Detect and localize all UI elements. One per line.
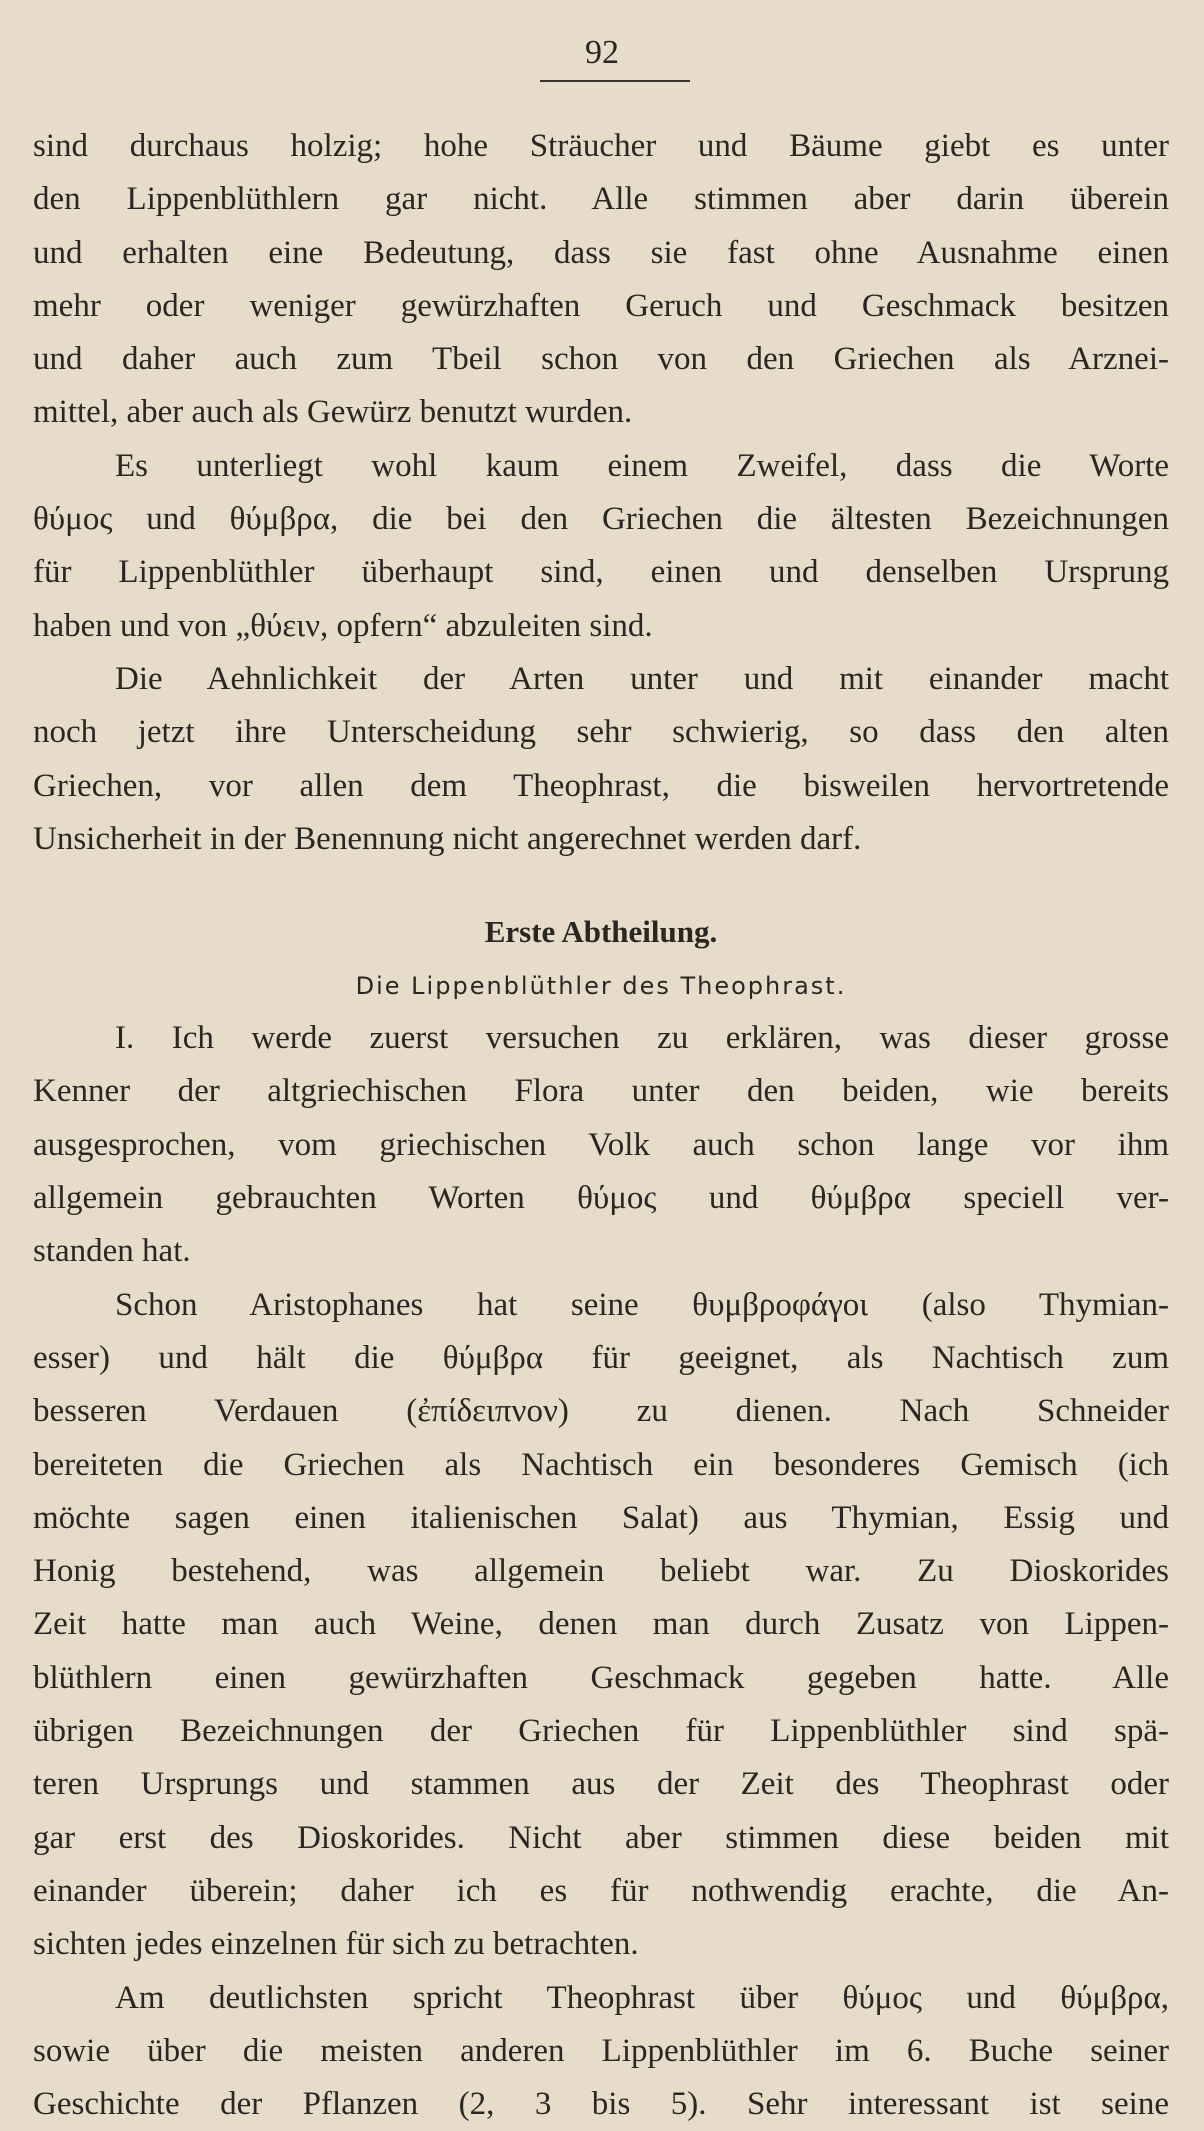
text-line: gar erst des Dioskorides. Nicht aber stimmen diese beiden mit xyxy=(33,1812,1169,1865)
text-line: sind durchaus holzig; hohe Sträucher und Bäume giebt es unter xyxy=(33,120,1169,173)
text-line: übrigen Bezeichnungen der Griechen für Lippenblüthler sind spä- xyxy=(33,1705,1169,1758)
text-line: einander überein; daher ich es für nothwendig erachte, die An- xyxy=(33,1865,1169,1918)
text-line: Griechen, vor allen dem Theophrast, die bisweilen hervortretende xyxy=(33,760,1169,813)
text-line: sichten jedes einzelnen für sich zu betrachten. xyxy=(33,1918,1169,1971)
section-subheading: Die Lippenblüthler des Theophrast. xyxy=(33,960,1169,1012)
text-line: besseren Verdauen (ἐπίδειπνον) zu dienen. Nach Schneider xyxy=(33,1385,1169,1438)
text-line: und erhalten eine Bedeutung, dass sie fast ohne Ausnahme einen xyxy=(33,227,1169,280)
text-line: Geschichte der Pflanzen (2, 3 bis 5). Sehr interessant ist seine xyxy=(33,2078,1169,2131)
text-line: allgemein gebrauchten Worten θύμος und θύμβρα speciell ver- xyxy=(33,1172,1169,1225)
text-line: θύμος und θύμβρα, die bei den Griechen die ältesten Bezeichnungen xyxy=(33,493,1169,546)
paragraph xyxy=(33,120,1169,440)
text-line: den Lippenblüthlern gar nicht. Alle stimmen aber darin überein xyxy=(33,173,1169,226)
text-line: Zeit hatte man auch Weine, denen man durch Zusatz von Lippen- xyxy=(33,1598,1169,1651)
paragraph xyxy=(33,653,1169,866)
text-line: Unsicherheit in der Benennung nicht angerechnet werden darf. xyxy=(33,813,1169,866)
paragraph xyxy=(33,1012,1169,1278)
text-line: Kenner der altgriechischen Flora unter den beiden, wie bereits xyxy=(33,1065,1169,1118)
page-number-rule xyxy=(540,80,690,82)
text-line: und daher auch zum Tbeil schon von den Griechen als Arznei- xyxy=(33,333,1169,386)
text-line: standen hat. xyxy=(33,1225,1169,1278)
text-line: Schon Aristophanes hat seine θυμβροφάγοι (also Thymian- xyxy=(33,1279,1169,1332)
text-line: Honig bestehend, was allgemein beliebt war. Zu Dioskorides xyxy=(33,1545,1169,1598)
page-number: 92 xyxy=(0,34,1204,72)
text-line: für Lippenblüthler überhaupt sind, einen und denselben Ursprung xyxy=(33,546,1169,599)
text-line: noch jetzt ihre Unterscheidung sehr schwierig, so dass den alten xyxy=(33,706,1169,759)
text-line: teren Ursprungs und stammen aus der Zeit des Theophrast oder xyxy=(33,1758,1169,1811)
text-line: mehr oder weniger gewürzhaften Geruch und Geschmack besitzen xyxy=(33,280,1169,333)
section-gap xyxy=(33,866,1169,904)
body-text xyxy=(33,120,1169,2131)
text-line: ausgesprochen, vom griechischen Volk auch schon lange vor ihm xyxy=(33,1119,1169,1172)
paragraph xyxy=(33,440,1169,653)
text-line: Am deutlichsten spricht Theophrast über θύμος und θύμβρα, xyxy=(33,1972,1169,2025)
section-heading: Erste Abtheilung. xyxy=(33,904,1169,960)
paragraph xyxy=(33,1279,1169,1972)
text-line: sowie über die meisten anderen Lippenblüthler im 6. Buche seiner xyxy=(33,2025,1169,2078)
text-line: möchte sagen einen italienischen Salat) aus Thymian, Essig und xyxy=(33,1492,1169,1545)
text-line: bereiteten die Griechen als Nachtisch ein besonderes Gemisch (ich xyxy=(33,1439,1169,1492)
text-line: blüthlern einen gewürzhaften Geschmack gegeben hatte. Alle xyxy=(33,1652,1169,1705)
paragraph xyxy=(33,1972,1169,2131)
text-line: Die Aehnlichkeit der Arten unter und mit einander macht xyxy=(33,653,1169,706)
text-line: haben und von „θύειν, opfern“ abzuleiten sind. xyxy=(33,600,1169,653)
text-line: I. Ich werde zuerst versuchen zu erklären, was dieser grosse xyxy=(33,1012,1169,1065)
text-line: esser) und hält die θύμβρα für geeignet, als Nachtisch zum xyxy=(33,1332,1169,1385)
text-line: mittel, aber auch als Gewürz benutzt wurden. xyxy=(33,386,1169,439)
text-line: Es unterliegt wohl kaum einem Zweifel, dass die Worte xyxy=(33,440,1169,493)
